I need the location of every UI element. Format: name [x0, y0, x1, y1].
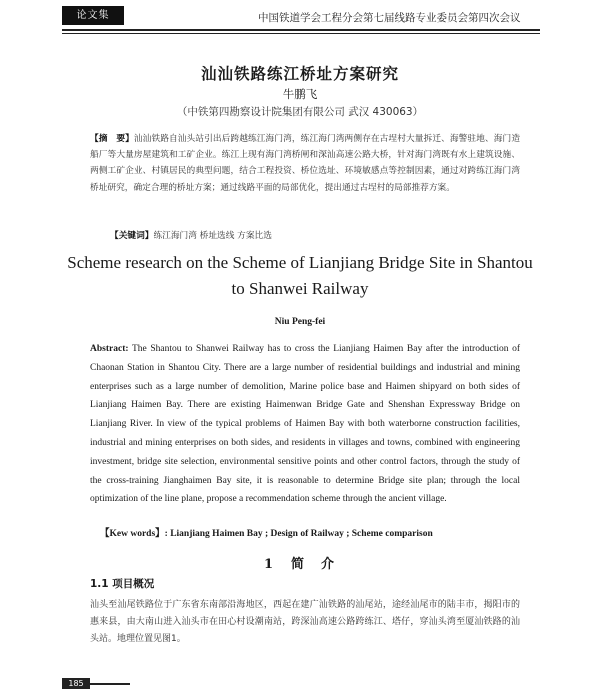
page-number: 185: [62, 678, 90, 689]
chinese-author: 牛鹏飞: [282, 87, 318, 101]
body-paragraph: 汕头至汕尾铁路位于广东省东南部沿海地区，西起在建广汕铁路的汕尾站，途经汕尾市的陆丰市，揭阳市的惠来县，由大南山进入汕头市在田心村设潮南站，跨深汕高速公路跨练江、塔仔，穿汕头湾至厦汕铁路的汕头站。地理位置见图1。: [90, 600, 520, 644]
section-number: 1: [263, 557, 276, 572]
english-abstract-text: The Shantou to Shanwei Railway has to cross the Lianjiang Haimen Bay after the introduction of Chaonan Station in Shantou City. There are a large number of residential buildings and industrial and mining enterprises such as a large number of demolition, Marine police base and Haimen shipyard on both sides of Lianjiang Haimen Bay. There are existing Haimenwan Bridge Gate and Shenshan Expressway Bridge on Lianjiang River. In view of the typical problems of Haimen Bay with both waterborne construction facilities, industrial and mining enterprises on both sides, and residents in villages and towns, combined with engineering investment, bridge site selection, environmental sensitive points and other control factors, through the study of the cross-training Jianghaimen Bay site, it is reasonable to determine Bridge site plan; through the local optimization of the line plane, propose a recommendation scheme through the ancient village.: [90, 344, 520, 505]
footer-rule: [90, 683, 130, 685]
header-rule-thick: [62, 29, 540, 31]
running-header: 中国铁道学会工程分会第七届线路专业委员会第四次会议: [258, 12, 521, 24]
subsection-heading: 1.1 项目概况: [90, 578, 155, 590]
chinese-abstract-label: 【摘 要】: [90, 134, 134, 144]
chinese-affiliation: （中铁第四勘察设计院集团有限公司 武汉 430063）: [176, 106, 424, 118]
chinese-keywords-label: 【关键词】: [110, 231, 154, 241]
english-title: [0, 250, 600, 302]
chinese-keywords: [110, 229, 272, 241]
section-heading: [0, 553, 600, 572]
english-title-line1: Scheme research on the Scheme of Lianjiang Bridge Site in Shantou: [67, 253, 533, 272]
header-rule-thin: [62, 33, 540, 34]
english-abstract: [90, 340, 520, 509]
section-title: 简 介: [291, 557, 337, 572]
english-keywords-text: Lianjiang Haimen Bay ; Design of Railway ; Scheme comparison: [170, 529, 433, 539]
english-keywords: [100, 525, 433, 539]
english-abstract-label: Abstract:: [90, 344, 129, 354]
chinese-abstract: [90, 131, 520, 196]
chinese-title: 汕汕铁路练江桥址方案研究: [200, 64, 399, 83]
english-keywords-label: 【Kew words】:: [100, 529, 168, 539]
chinese-abstract-text: 汕汕铁路自汕头站引出后跨越练江海门湾，练江海门湾两侧存在古埕村大量拆迁、海警驻地、海门造船厂等大量房屋建筑和工矿企业。练江上现有海门湾桥闸和深汕高速公路大桥，针对海门湾既有水上建筑设施、两侧工矿企业、村镇居民的典型问题，结合工程投资、桥位选址、环境敏感点等控制因素，通过对跨练江海门湾桥址研究，确定合理的桥址方案；通过线路平面的局部优化，提出通过古埕村的局部推荐方案。: [90, 134, 521, 193]
header-tag: 论文集: [62, 6, 124, 25]
english-title-line2: to Shanwei Railway: [231, 279, 369, 298]
english-author: Niu Peng-fei: [274, 317, 326, 327]
chinese-keywords-text: 练江海门湾 桥址选线 方案比选: [153, 231, 272, 241]
